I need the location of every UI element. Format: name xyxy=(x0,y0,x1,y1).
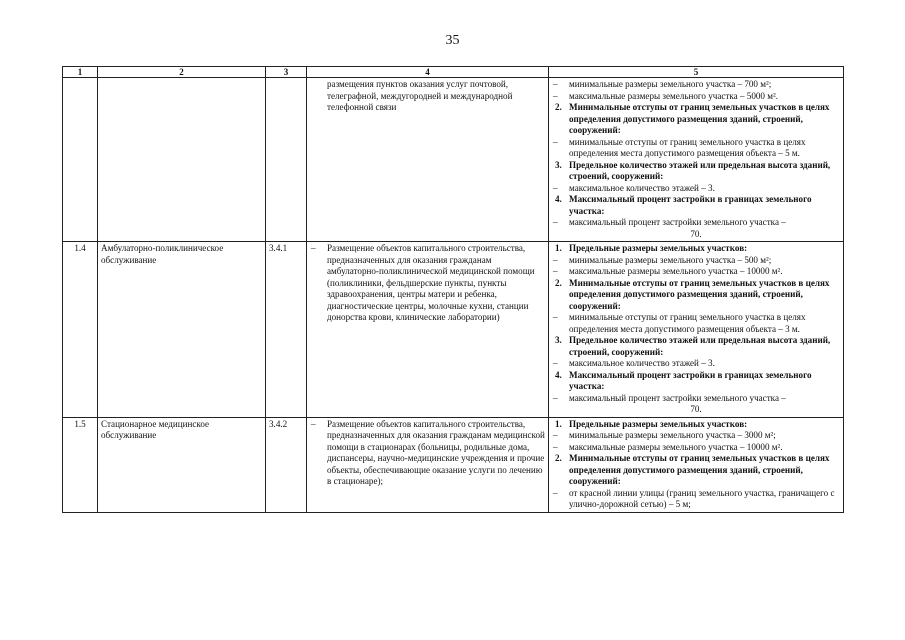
parameter-heading xyxy=(552,419,840,431)
column-header: 1 xyxy=(63,67,98,78)
parameter-heading xyxy=(552,194,840,217)
parameter-value: 70. xyxy=(690,404,702,414)
row-number-cell xyxy=(63,78,98,242)
dash-marker: – xyxy=(553,254,558,265)
parameter-text: минимальные размеры земельного участка – 500 м²; xyxy=(569,254,772,265)
description-text: размещения пунктов оказания услуг почтовой, телеграфной, междугородней и международной телефонной связи xyxy=(327,79,513,112)
parameter-item xyxy=(552,430,840,442)
use-description-cell xyxy=(307,242,549,418)
parameter-heading xyxy=(552,278,840,313)
use-description-cell xyxy=(307,417,549,512)
parameter-text: от красной линии улицы (границ земельного участка, граничащего с улично-дорожной сетью) – 5 м; xyxy=(569,487,835,509)
use-name-cell: Стационарное медицинское обслуживание xyxy=(98,417,266,512)
description-text: Размещение объектов капитального строительства, предназначенных для оказания гражданам медицинской помощи в стационарах (больницы, родильные дома, диспансеры, научно-медицинские учреждения и прочие объекты, обеспечивающие оказание услуги по лечению в стационаре); xyxy=(327,418,545,486)
dash-marker: – xyxy=(553,312,558,322)
dash-marker: – xyxy=(553,358,558,368)
parameter-heading xyxy=(552,243,840,255)
regulations-table xyxy=(62,66,844,513)
parameter-text: Предельные размеры земельных участков: xyxy=(569,243,748,253)
number-marker: 1. xyxy=(555,243,562,253)
parameters-cell xyxy=(549,242,844,418)
column-header: 2 xyxy=(98,67,266,78)
column-header: 3 xyxy=(266,67,307,78)
dash-marker: – xyxy=(311,243,316,253)
parameter-heading xyxy=(552,335,840,358)
use-name-cell: Амбулаторно-поликлиническое обслуживание xyxy=(98,242,266,418)
dash-marker: – xyxy=(553,90,558,101)
column-header: 5 xyxy=(549,67,844,78)
parameter-item xyxy=(552,255,840,267)
parameter-text: максимальное количество этажей – 3. xyxy=(569,358,715,368)
parameter-text: максимальное количество этажей – 3. xyxy=(569,182,715,193)
parameter-item xyxy=(552,442,840,454)
parameter-item xyxy=(552,183,840,195)
dash-marker: – xyxy=(553,392,558,403)
parameter-text: Максимальный процент застройки в границах земельного участка: xyxy=(569,194,812,216)
parameters-cell xyxy=(549,417,844,512)
parameter-text: Максимальный процент застройки в границах земельного участка: xyxy=(569,369,812,391)
parameters-cell xyxy=(549,78,844,242)
use-code-cell xyxy=(266,78,307,242)
page-number: 35 xyxy=(445,33,460,48)
dash-marker: – xyxy=(553,266,558,276)
dash-marker: – xyxy=(553,79,558,89)
column-header: 4 xyxy=(307,67,549,78)
parameter-heading xyxy=(552,453,840,488)
dash-marker: – xyxy=(553,217,558,227)
parameter-text: максимальные размеры земельного участка – 5000 м². xyxy=(569,90,779,101)
dash-marker: – xyxy=(553,430,558,440)
parameter-item xyxy=(552,312,840,335)
parameter-value: 70. xyxy=(690,228,702,239)
use-name-cell xyxy=(98,78,266,242)
row-number-cell: 1.4 xyxy=(63,242,98,418)
parameter-item xyxy=(552,393,840,405)
number-marker: 2. xyxy=(555,453,562,463)
dash-marker: – xyxy=(553,441,558,452)
parameter-item xyxy=(552,488,840,511)
dash-marker: – xyxy=(553,136,558,147)
dash-marker: – xyxy=(553,182,558,193)
number-marker: 2. xyxy=(555,102,562,112)
description-text: Размещение объектов капитального строительства, предназначенных для оказания гражданам амбулаторно-поликлинической медицинской помощи (поликлиники, фельдшерские пункты, пункты здравоохранения, центры матери и ребенка, диагностические центры, молочные кухни, станции донорства крови, клинические лаборатории) xyxy=(327,243,535,322)
dash-marker: – xyxy=(553,487,558,498)
table-header-row xyxy=(63,67,844,78)
parameter-text: минимальные размеры земельного участка – 700 м²; xyxy=(569,79,772,89)
number-marker: 2. xyxy=(555,277,562,288)
parameter-text: минимальные отступы от границ земельного участка в целях определения места допустимого размещения объекта – 3 м. xyxy=(569,312,806,334)
number-marker: 4. xyxy=(555,369,562,380)
parameter-heading xyxy=(552,370,840,393)
parameter-text: Предельные размеры земельных участков: xyxy=(569,418,748,429)
number-marker: 3. xyxy=(555,335,562,345)
parameter-text: Минимальные отступы от границ земельных участков в целях определения допустимого размещения зданий, строений, сооружений: xyxy=(569,453,830,486)
use-description-cell xyxy=(307,78,549,242)
parameter-text: максимальные размеры земельного участка – 10000 м². xyxy=(569,441,783,452)
parameter-heading xyxy=(552,102,840,137)
use-code-cell: 3.4.1 xyxy=(266,242,307,418)
parameter-heading xyxy=(552,160,840,183)
parameter-item xyxy=(552,266,840,278)
parameter-text: минимальные размеры земельного участка – 3000 м²; xyxy=(569,430,776,440)
table-row xyxy=(63,78,844,242)
parameter-item xyxy=(552,358,840,370)
parameter-item xyxy=(552,217,840,229)
parameter-text: Минимальные отступы от границ земельных участков в целях определения допустимого размещения зданий, строений, сооружений: xyxy=(569,277,830,311)
parameter-item xyxy=(552,137,840,160)
number-marker: 3. xyxy=(555,159,562,170)
table-row xyxy=(63,242,844,418)
parameter-text: максимальный процент застройки земельного участка – xyxy=(569,392,786,403)
table-row xyxy=(63,417,844,512)
row-number-cell: 1.5 xyxy=(63,417,98,512)
parameter-text: Предельное количество этажей или предельная высота зданий, строений, сооружений: xyxy=(569,335,831,357)
parameter-text: минимальные отступы от границ земельного участка в целях определения места допустимого размещения объекта – 5 м. xyxy=(569,136,806,158)
parameter-text: Предельное количество этажей или предельная высота зданий, строений, сооружений: xyxy=(569,159,831,181)
number-marker: 4. xyxy=(555,194,562,204)
use-code-cell: 3.4.2 xyxy=(266,417,307,512)
parameter-text: Минимальные отступы от границ земельных участков в целях определения допустимого размещения зданий, строений, сооружений: xyxy=(569,102,830,135)
parameter-item xyxy=(552,91,840,103)
parameter-text: максимальные размеры земельного участка – 10000 м². xyxy=(569,266,783,276)
parameter-item xyxy=(552,79,840,91)
dash-marker: – xyxy=(311,418,316,429)
number-marker: 1. xyxy=(555,418,562,429)
parameter-text: максимальный процент застройки земельного участка – xyxy=(569,217,786,227)
